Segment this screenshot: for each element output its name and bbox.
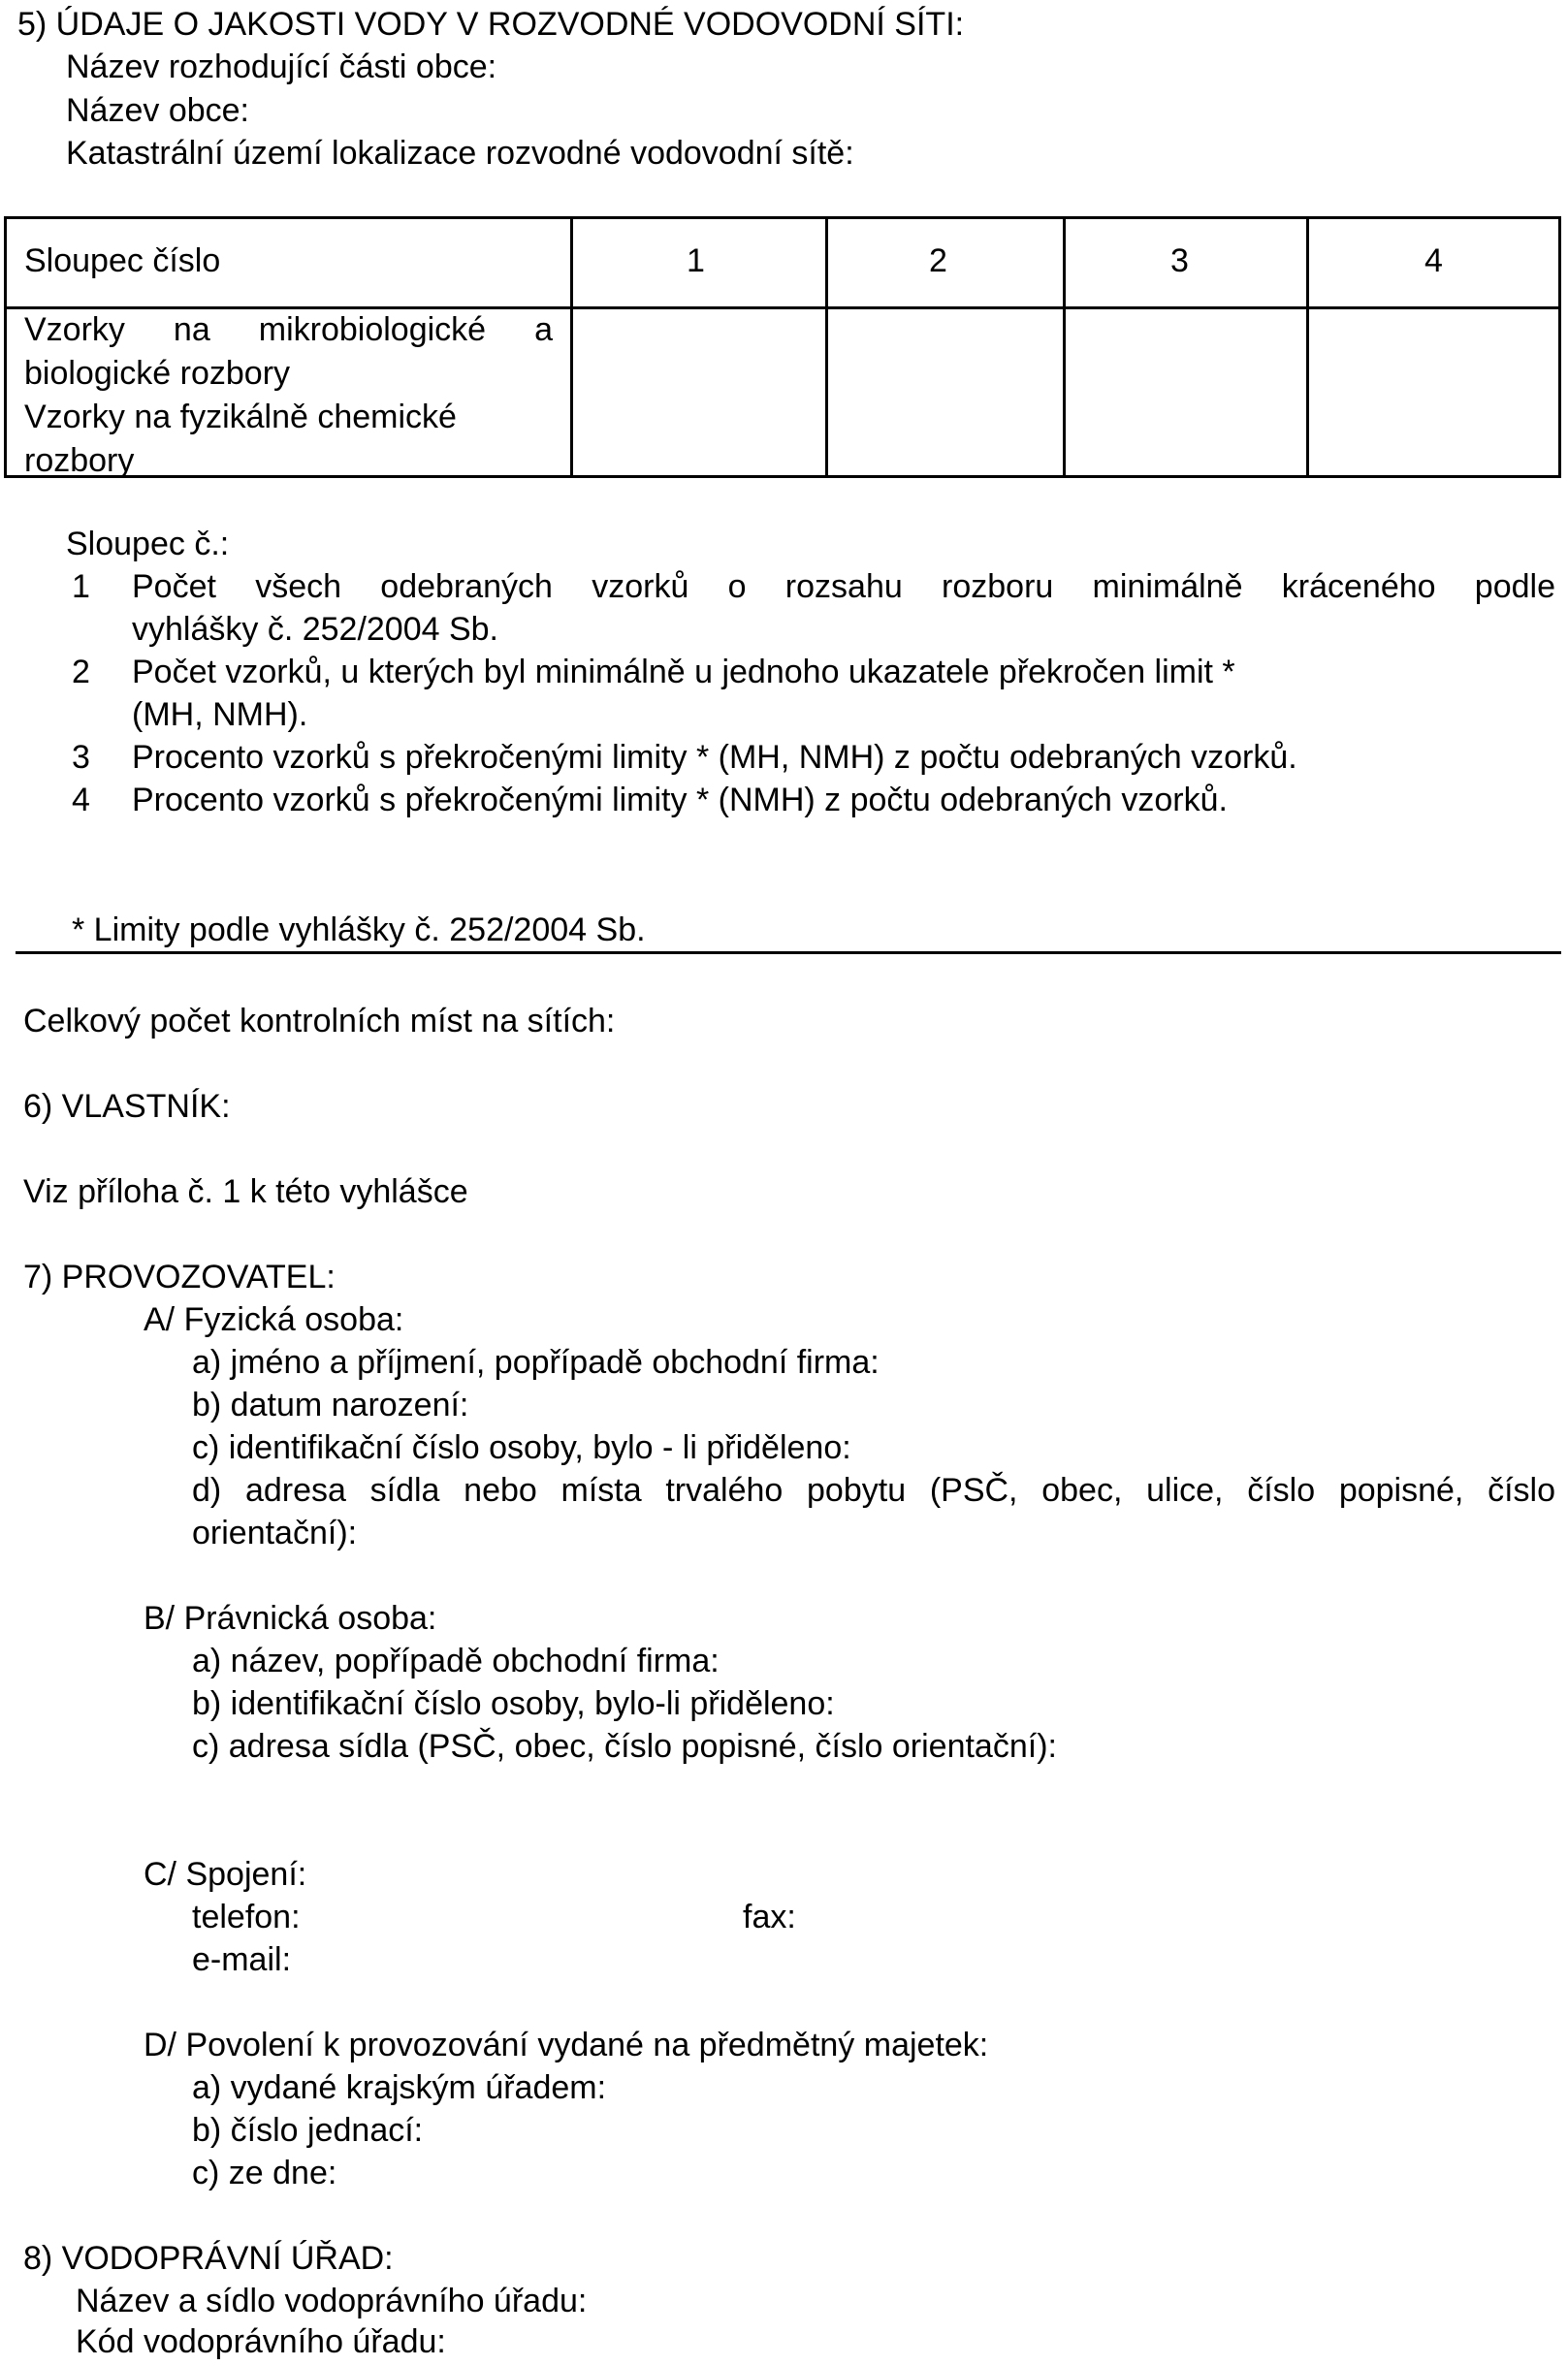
legend-item-2-line1: Počet vzorků, u kterých byl minimálně u jednoho ukazatele překročen limit * — [132, 654, 1235, 690]
table-column-1: 1 — [687, 242, 705, 279]
permit-item-a: a) vydané krajským úřadem: — [192, 2069, 607, 2106]
natural-person-item-b: b) datum narození: — [192, 1387, 469, 1423]
legend-item-1-line1: Počet všech odebraných vzorků o rozsahu rozboru minimálně kráceného podle — [132, 568, 1555, 605]
natural-person-item-a: a) jméno a příjmení, popřípadě obchodní firma: — [192, 1344, 880, 1381]
table-column-2: 2 — [929, 242, 947, 279]
legend-item-4: Procento vzorků s překročenými limity * (NMH) z počtu odebraných vzorků. — [132, 782, 1228, 818]
legal-person-item-a: a) název, popřípadě obchodní firma: — [192, 1643, 720, 1679]
table-row-micro-line1: Vzorky na mikrobiologické a — [24, 311, 553, 348]
fax-label: fax: — [743, 1899, 796, 1935]
footnote-divider — [16, 951, 1561, 954]
table-column-4: 4 — [1424, 242, 1443, 279]
municipality-label: Název obce: — [66, 92, 249, 129]
natural-person-item-c: c) identifikační číslo osoby, bylo - li přiděleno: — [192, 1429, 851, 1466]
water-authority-code-label: Kód vodoprávního úřadu: — [76, 2323, 446, 2360]
permit-item-c: c) ze dne: — [192, 2155, 337, 2191]
water-authority-name-label: Název a sídlo vodoprávního úřadu: — [76, 2283, 588, 2319]
section-6-heading: 6) VLASTNÍK: — [23, 1088, 231, 1125]
legend-num-3: 3 — [72, 739, 90, 776]
owner-reference: Viz příloha č. 1 k této vyhlášce — [23, 1173, 468, 1210]
control-points-label: Celkový počet kontrolních míst na sítích: — [23, 1003, 616, 1039]
legend-item-2-line2: (MH, NMH). — [132, 696, 308, 733]
section-5-heading: 5) ÚDAJE O JAKOSTI VODY V ROZVODNÉ VODOVODNÍ SÍTI: — [17, 6, 965, 43]
table-header-label: Sloupec číslo — [24, 242, 221, 279]
phone-label: telefon: — [192, 1899, 301, 1935]
legal-person-item-b: b) identifikační číslo osoby, bylo-li přiděleno: — [192, 1685, 835, 1722]
legend-num-1: 1 — [72, 568, 90, 605]
section-7-heading: 7) PROVOZOVATEL: — [23, 1259, 336, 1295]
legend-item-1-line2: vyhlášky č. 252/2004 Sb. — [132, 611, 499, 648]
limits-footnote: * Limity podle vyhlášky č. 252/2004 Sb. — [72, 911, 646, 948]
cadastral-area-label: Katastrální území lokalizace rozvodné vodovodní sítě: — [66, 135, 854, 172]
section-8-heading: 8) VODOPRÁVNÍ ÚŘAD: — [23, 2240, 394, 2277]
table-column-3: 3 — [1170, 242, 1189, 279]
natural-person-item-d-line1: d) adresa sídla nebo místa trvalého pobytu (PSČ, obec, ulice, číslo popisné, číslo — [192, 1472, 1555, 1509]
email-label: e-mail: — [192, 1941, 292, 1978]
permit-title: D/ Povolení k provozování vydané na předmětný majetek: — [144, 2027, 989, 2063]
legal-person-title: B/ Právnická osoba: — [144, 1600, 437, 1637]
natural-person-item-d-line2: orientační): — [192, 1515, 358, 1551]
table-row-micro-line2: biologické rozbory — [24, 355, 291, 392]
water-quality-table — [4, 216, 1561, 478]
legend-title: Sloupec č.: — [66, 526, 230, 562]
legend-item-3: Procento vzorků s překročenými limity * (MH, NMH) z počtu odebraných vzorků. — [132, 739, 1297, 776]
legal-person-item-c: c) adresa sídla (PSČ, obec, číslo popisné, číslo orientační): — [192, 1728, 1057, 1765]
contact-title: C/ Spojení: — [144, 1856, 307, 1893]
municipality-part-label: Název rozhodující části obce: — [66, 48, 497, 85]
table-row-physchem-line2: rozbory — [24, 442, 135, 479]
legend-num-2: 2 — [72, 654, 90, 690]
natural-person-title: A/ Fyzická osoba: — [144, 1301, 404, 1338]
legend-num-4: 4 — [72, 782, 90, 818]
table-row-physchem-line1: Vzorky na fyzikálně chemické — [24, 399, 457, 435]
permit-item-b: b) číslo jednací: — [192, 2112, 424, 2149]
